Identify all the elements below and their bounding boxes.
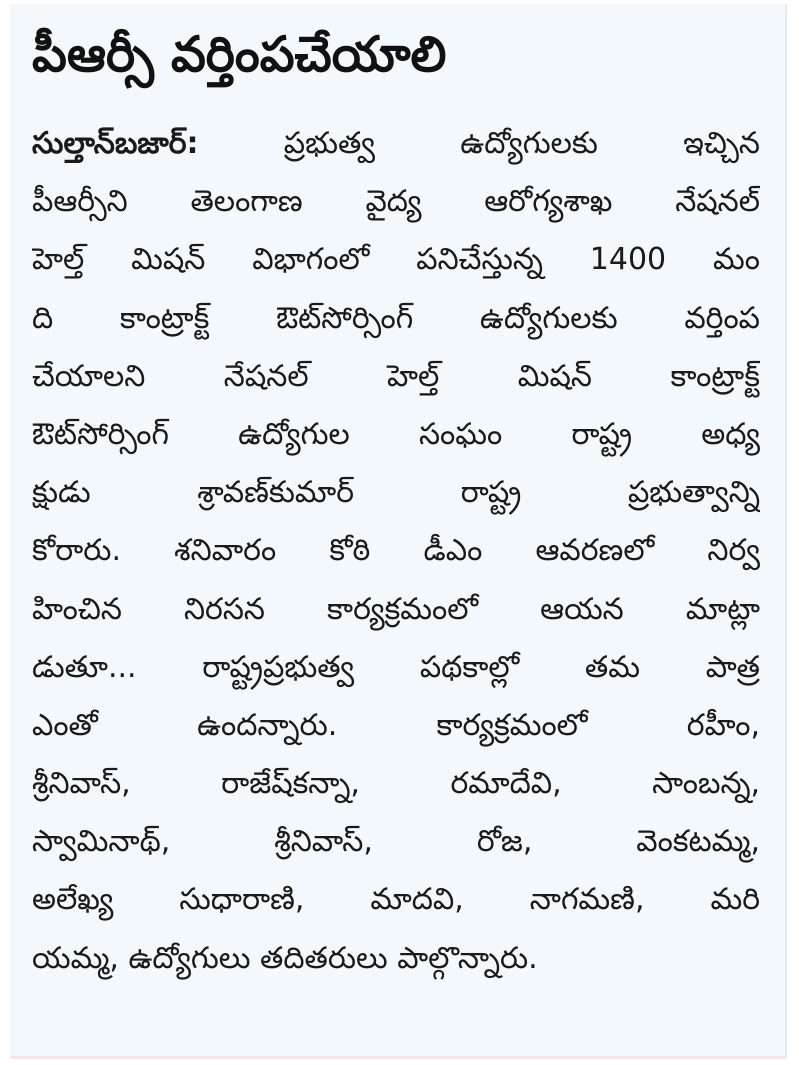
article-line: అలేఖ్య సుధారాణి, మాదవి, నాగమణి, మరి bbox=[32, 882, 760, 918]
article-line: పీఆర్సీని తెలంగాణ వైద్య ఆరోగ్యశాఖ నేషనల్ bbox=[32, 184, 760, 220]
newspaper-clipping bbox=[10, 4, 787, 1059]
article-line bbox=[32, 115, 760, 173]
article-line: శ్రీనివాస్, రాజేష్‌కన్నా, రమాదేవి, సాంబన్న, bbox=[32, 766, 760, 802]
article-line: యమ్మ, ఉద్యోగులు తదితరులు పాల్గొన్నారు. bbox=[32, 940, 538, 976]
article-line: హెల్త్ మిషన్ విభాగంలో పనిచేస్తున్న 1400 మం bbox=[32, 242, 760, 278]
article-dateline: సుల్తాన్‌బజార్: bbox=[32, 126, 199, 161]
article-body bbox=[32, 115, 760, 988]
article-line: డుతూ... రాష్ట్రప్రభుత్వ పథకాల్లో తమ పాత్ర bbox=[32, 649, 760, 685]
article-line: హించిన నిరసన కార్యక్రమంలో ఆయన మాట్లా bbox=[32, 591, 760, 627]
article-line: ఔట్‌సోర్సింగ్ ఉద్యోగుల సంఘం రాష్ట్ర అధ్య bbox=[32, 416, 760, 452]
article-line: కోరారు. శనివారం కోఠి డీఎం ఆవరణలో నిర్వ bbox=[32, 533, 760, 569]
article-line: స్వామినాథ్, శ్రీనివాస్, రోజ, వెంకటమ్మ, bbox=[32, 824, 760, 860]
article-line: క్షుడు శ్రావణ్‌కుమార్ రాష్ట్ర ప్రభుత్వాన్ని bbox=[32, 475, 760, 511]
article-line: ది కాంట్రాక్ట్ ఔట్‌సోర్సింగ్ ఉద్యోగులకు వర్తింప bbox=[32, 300, 760, 336]
article-line: చేయాలని నేషనల్ హెల్త్ మిషన్ కాంట్రాక్ట్ bbox=[32, 358, 760, 394]
article-headline: పీఆర్సీ వర్తింపచేయాలి bbox=[32, 26, 447, 83]
article-line-text: ప్రభుత్వ ఉద్యోగులకు ఇచ్చిన bbox=[198, 126, 760, 161]
article-line: ఎంతో ఉందన్నారు. కార్యక్రమంలో రహీం, bbox=[32, 707, 760, 743]
